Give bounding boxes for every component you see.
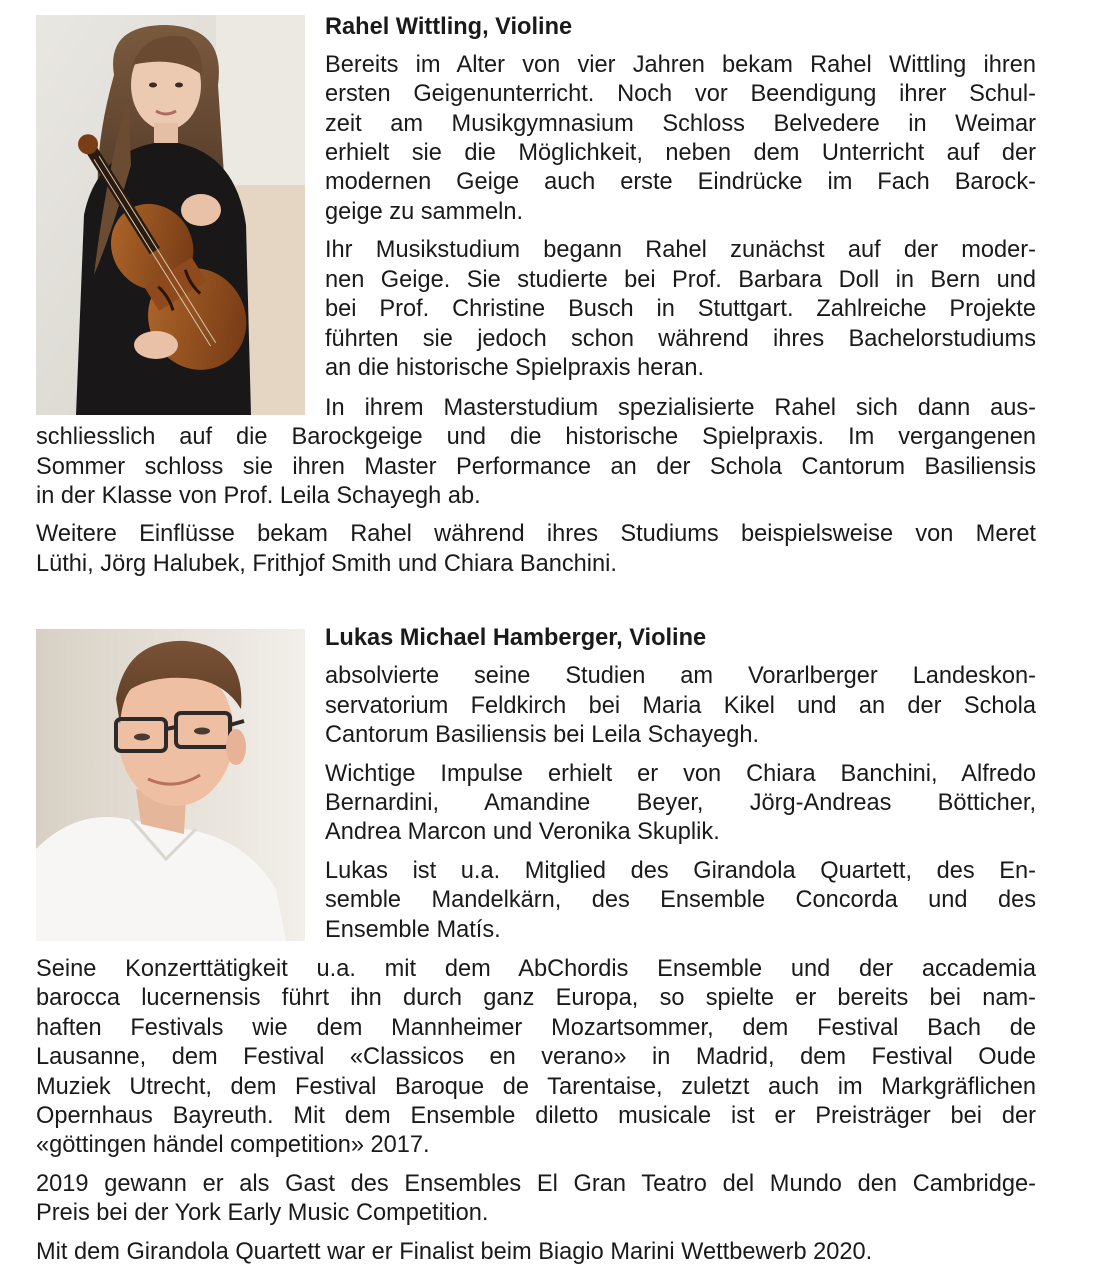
bio-text-line: Wichtige Impulse erhielt er von Chiara Banchini, Alfredo [325,761,1036,787]
bio-text-line: nen Geige. Sie studierte bei Prof. Barbara Doll in Bern und [325,267,1036,293]
bio-text-line: Bereits im Alter von vier Jahren bekam Rahel Wittling ihren [325,52,1036,78]
bio-text-line: Ensemble Matís. [325,917,501,943]
bio-text-line: 2019 gewann er als Gast des Ensembles El Gran Teatro del Mundo den Cambridge- [36,1171,1036,1197]
bio-text-line: servatorium Feldkirch bei Maria Kikel und an der Schola [325,693,1036,719]
bio-text-line: Lukas ist u.a. Mitglied des Girandola Quartett, des En- [325,858,1036,884]
portrait-man-with-glasses-image [36,629,305,941]
bio-text-line: «göttingen händel competition» 2017. [36,1132,430,1158]
bio-text-line: barocca lucernensis führt ihn durch ganz Europa, so spielte er bereits bei nam- [36,985,1036,1011]
bio-text-line: an die historische Spielpraxis heran. [325,355,705,381]
bio-text-line: Sommer schloss sie ihren Master Performance an der Schola Cantorum Basiliensis [36,454,1036,480]
bio-text-line: zeit am Musikgymnasium Schloss Belvedere in Weimar [325,111,1036,137]
bio-text-line: Lüthi, Jörg Halubek, Frithjof Smith und Chiara Banchini. [36,551,617,577]
bio-text-line: führten sie jedoch schon während ihres Bachelorstudiums [325,326,1036,352]
bio-text-line: Preis bei der York Early Music Competition. [36,1200,489,1226]
bio-text-line: geige zu sammeln. [325,199,524,225]
bio-text-line: bei Prof. Christine Busch in Stuttgart. Zahlreiche Projekte [325,296,1036,322]
bio-text-line: schliesslich auf die Barockgeige und die historische Spielpraxis. Im vergangenen [36,424,1036,450]
bio-text-line: haften Festivals wie dem Mannheimer Mozartsommer, dem Festival Bach de [36,1015,1036,1041]
bio-text-line: semble Mandelkärn, des Ensemble Concorda und des [325,887,1036,913]
portrait-photo-rahel [36,15,305,415]
bio-text-line: Weitere Einflüsse bekam Rahel während ihres Studiums beispielsweise von Meret [36,521,1036,547]
bio-heading: Rahel Wittling, Violine [325,14,573,40]
bio-text-line: modernen Geige auch erste Eindrücke im Fach Barock- [325,169,1036,195]
bio-text-line: ersten Geigenunterricht. Noch vor Beendigung ihrer Schul- [325,81,1036,107]
bio-text-line: Ihr Musikstudium begann Rahel zunächst auf der moder- [325,237,1036,263]
bio-heading: Lukas Michael Hamberger, Violine [325,625,707,651]
bio-text-line: In ihrem Masterstudium spezialisierte Rahel sich dann aus- [325,395,1036,421]
bio-text-line: Opernhaus Bayreuth. Mit dem Ensemble diletto musicale ist er Preisträger bei der [36,1103,1036,1129]
bio-text-line: Cantorum Basiliensis bei Leila Schayegh. [325,722,760,748]
portrait-photo-lukas [36,629,305,941]
bio-text-line: in der Klasse von Prof. Leila Schayegh ab. [36,483,481,509]
bio-text-line: absolvierte seine Studien am Vorarlberger Landeskon- [325,663,1036,689]
bio-text-line: Mit dem Girandola Quartett war er Finalist beim Biagio Marini Wettbewerb 2020. [36,1239,873,1265]
bio-text-line: Seine Konzerttätigkeit u.a. mit dem AbChordis Ensemble und der accademia [36,956,1036,982]
bio-text-line: Muziek Utrecht, dem Festival Baroque de Tarentaise, zuletzt auch im Markgräflichen [36,1074,1036,1100]
bio-text-line: Bernardini, Amandine Beyer, Jörg-Andreas Bötticher, [325,790,1036,816]
bio-text-line: Andrea Marcon und Veronika Skuplik. [325,819,720,845]
bio-text-line: Lausanne, dem Festival «Classicos en verano» in Madrid, dem Festival Oude [36,1044,1036,1070]
bio-text-line: erhielt sie die Möglichkeit, neben dem Unterricht auf der [325,140,1036,166]
portrait-woman-with-violin-image [36,15,305,415]
